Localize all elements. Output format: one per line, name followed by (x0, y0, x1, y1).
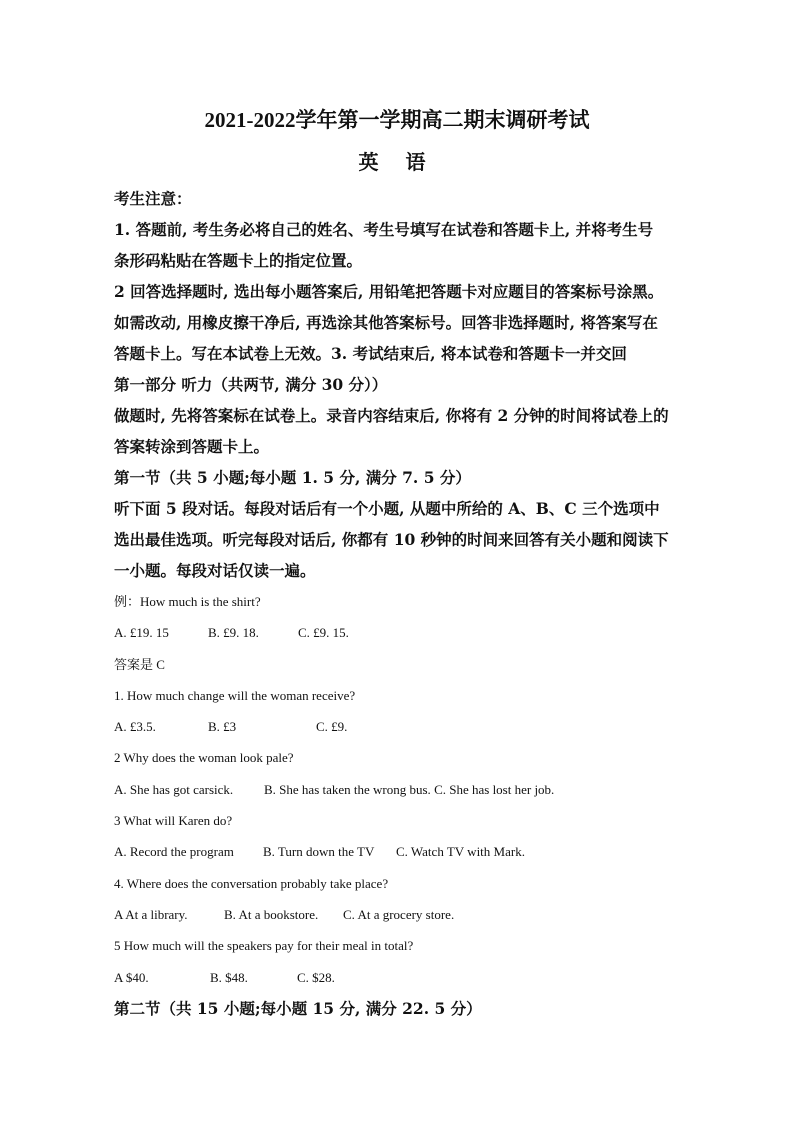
instruction-line: 听下面 5 段对话。每段对话后有一个小题, 从题中所给的 A、B、C 三个选项中 (114, 499, 660, 518)
option-c: C. $28. (297, 969, 335, 985)
option-a: A. She has got carsick. (114, 781, 234, 797)
option-a: A. £3.5. (114, 719, 156, 735)
example-answer: 答案是 C (114, 656, 165, 672)
instruction-line: 条形码粘贴在答题卡上的指定位置。 (114, 251, 363, 270)
example-question: 例：How much is the shirt? (114, 594, 261, 609)
question-options (114, 962, 684, 993)
option-c: C. She has lost her job. (434, 781, 555, 797)
instruction-line: 一小题。每段对话仅读一遍。 (114, 561, 316, 580)
part1-heading: 第一部分 听力（共两节, 满分 30 分）） (114, 375, 388, 394)
instruction-line: 选出最佳选项。听完每段对话后, 你都有 10 秒钟的时间来回答有关小题和阅读下 (114, 530, 669, 549)
question-options (114, 899, 684, 930)
option-c: C. £9. 15. (298, 625, 349, 641)
option-b: B. At a bookstore. (224, 906, 319, 922)
question-options (114, 836, 684, 867)
option-b: B. Turn down the TV (263, 844, 375, 860)
option-a: A $40. (114, 969, 149, 985)
exam-content (114, 183, 684, 1024)
option-b: B. She has taken the wrong bus. (264, 781, 431, 797)
instruction-line: 2 回答选择题时, 选出每小题答案后, 用铅笔把答题卡对应题目的答案标号涂黑。 (114, 282, 664, 301)
instruction-line: 如需改动, 用橡皮擦干净后, 再选涂其他答案标号。回答非选择题时, 将答案写在 (114, 313, 658, 332)
exam-title: 2021-2022学年第一学期高二期末调研考试 (204, 108, 590, 132)
option-b: B. £9. 18. (208, 625, 259, 641)
exam-subject: 英 语 (358, 150, 436, 174)
option-c: C. Watch TV with Mark. (396, 844, 525, 860)
instruction-line: 做题时, 先将答案标在试卷上。录音内容结束后, 你将有 2 分钟的时间将试卷上的 (114, 406, 669, 425)
example-options (114, 617, 684, 648)
question-text: 5 How much will the speakers pay for their meal in total? (114, 938, 414, 954)
question-text: 3 What will Karen do? (114, 813, 233, 829)
question-text: 1. How much change will the woman receive? (114, 687, 356, 703)
section1-heading: 第一节（共 5 小题;每小题 1. 5 分, 满分 7. 5 分） (114, 468, 471, 487)
option-c: C. At a grocery store. (343, 906, 455, 922)
instruction-line: 答题卡上。写在本试卷上无效。3. 考试结束后, 将本试卷和答题卡一并交回 (114, 344, 627, 363)
option-a: A. £19. 15 (114, 625, 169, 641)
option-a: A. Record the program (114, 844, 234, 860)
notice-heading: 考生注意： (114, 189, 192, 208)
section2-heading: 第二节（共 15 小题;每小题 15 分, 满分 22. 5 分） (114, 998, 482, 1018)
question-text: 2 Why does the woman look pale? (114, 750, 294, 766)
option-b: B. £3 (208, 719, 237, 735)
question-options (114, 774, 684, 805)
question-options (114, 711, 684, 742)
option-a: A At a library. (114, 906, 188, 922)
instruction-line: 答案转涂到答题卡上。 (114, 437, 270, 456)
option-b: B. $48. (210, 969, 248, 985)
option-c: C. £9. (316, 719, 348, 735)
instruction-line: 1. 答题前, 考生务必将自己的姓名、考生号填写在试卷和答题卡上, 并将考生号 (114, 220, 654, 239)
question-text: 4. Where does the conversation probably take place? (114, 875, 389, 891)
